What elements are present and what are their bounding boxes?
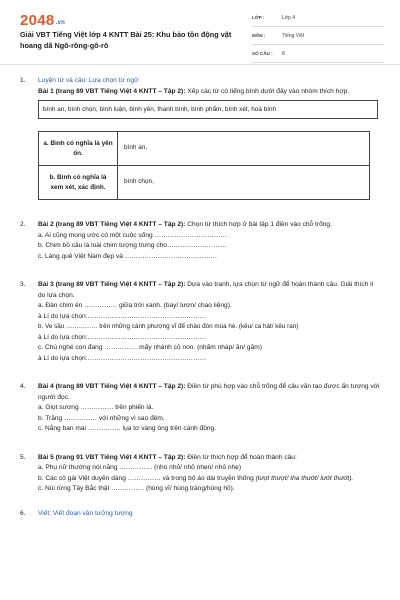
answer-line: a. Phụ nữ thường nói năng …………… (nho nhỏ/ nhỏ nhẹn/ nhỏ nhẹ) [38, 464, 242, 471]
meta-value: Tiếng Việt [282, 33, 305, 39]
section-5 [20, 453, 382, 495]
question [38, 382, 382, 403]
meta-row-count [252, 50, 384, 63]
spacer [20, 262, 382, 280]
question-text: Điền từ thích hợp để hoàn thành câu: [185, 453, 297, 461]
table-row-answer[interactable]: bình chọn, [118, 166, 370, 200]
meta-value: 8 [282, 51, 285, 57]
question-label: Bài 1 (trang 89 VBT Tiếng Việt 4 KNTT – Tập 2): [38, 87, 186, 95]
reason-line: à Lí do lựa chọn:……………………………………………… [38, 333, 207, 341]
meta-key: SỐ CÂU : [252, 51, 273, 56]
spacer [20, 364, 382, 382]
spacer [20, 435, 382, 453]
section-title: Viết: Viết đoạn văn tưởng tượng [38, 509, 133, 517]
section-4 [20, 382, 382, 435]
document-title: Giải VBT Tiếng Việt lớp 4 KNTT Bài 25: Khu bảo tồn động vật hoang dã Ngô-rông-gô-rô [20, 30, 232, 50]
header [0, 0, 400, 65]
section-2 [20, 220, 382, 262]
section-number: 5. [20, 453, 26, 461]
question-label: Bài 4 (trang 89 VBT Tiếng Việt 4 KNTT – Tập 2): [38, 383, 186, 390]
section-1 [20, 76, 382, 200]
question-label: Bài 5 (trang 91 VBT Tiếng Việt 4 KNTT – Tập 2): [38, 453, 186, 461]
document-meta [252, 14, 384, 68]
answer-line: b. Ve sầu …………… trên những cành phượng vĩ để chào đón mùa hè. (kêu/ ca hát/ kêu ran) [38, 323, 299, 330]
question-label: Bài 3 (trang 89 VBT Tiếng Việt 4 KNTT – Tập 2): [38, 281, 186, 288]
answer-line: c. Nắng ban mai …………… lụa tơ vàng óng trên cánh đồng. [38, 425, 217, 432]
meta-row-class [252, 14, 384, 27]
meta-value: Lớp 4 [282, 15, 296, 21]
question-text: Xếp các từ có tiếng bình dưới đây vào nhóm thích hợp. [185, 87, 350, 95]
reason-line: à Lí do lựa chọn:……………………………………………… [38, 312, 207, 320]
meta-row-subject [252, 32, 384, 45]
question-text: Dựa vào tranh, lựa chọn từ ngữ để hoàn thành câu. Giải thích lí do lựa chọn. [38, 281, 374, 299]
question-text: Chọn từ thích hợp ở bài tập 1 điền vào chỗ trống. [185, 221, 332, 228]
table-row-head: b. Bình có nghĩa là xem xét, xác định. [39, 166, 118, 200]
section-3 [20, 280, 382, 364]
logo-suffix: .vn [55, 20, 66, 26]
section-number: 6. [20, 509, 26, 517]
section-number: 1. [20, 77, 26, 84]
question-text: Điền từ phù hợp vào chỗ trống để câu văn tạo được ấn tượng với người đọc. [38, 383, 380, 401]
answer-line: c. Chú nghé con đang …………… mấy nhánh cỏ non. (nhấm nháp/ ăn/ gặm) [38, 344, 262, 351]
spacer [20, 495, 382, 509]
table-row-answer[interactable]: bình an, [118, 132, 370, 166]
answer-line: c. Làng quê Việt Nam đẹp và …………………………………… [38, 252, 218, 260]
table-row [39, 132, 370, 166]
section-number: 2. [20, 221, 26, 228]
word-bank: bình an, bình chọn, bình luận, bình yên, thanh bình, bình phẩm, bình xét, hoà bình [38, 100, 378, 119]
answer-line: a. Ai cũng mong ước có một cuộc sống …………………………… [38, 231, 228, 239]
site-logo[interactable] [20, 12, 65, 29]
question [38, 280, 382, 301]
grouping-table [38, 131, 370, 200]
answer-line: c. Núi rừng Tây Bắc thật …………… (hùng vĩ/ hùng tráng/hùng hồ). [38, 485, 235, 492]
question [38, 220, 382, 231]
answer-options: (lượt thượt/ tha thướt/ lướt thướt). [255, 474, 354, 482]
logo-text: 2048 [20, 12, 55, 29]
content [20, 76, 382, 519]
section-number: 4. [20, 383, 26, 390]
answer-line: a. Đàn chim én …………… giữa trời xanh. (bay/ lượn/ chao liệng). [38, 302, 232, 309]
question [38, 87, 382, 98]
spacer [20, 200, 382, 220]
answer-text: b. Các cô gái Việt duyên dáng …………… và trong bộ áo dài truyền thống [38, 474, 256, 482]
table-row-head: a. Bình có nghĩa là yên ổn. [39, 132, 118, 166]
question-label: Bài 2 (trang 89 VBT Tiếng Việt 4 KNTT – Tập 2): [38, 221, 186, 228]
answer-line [38, 474, 382, 485]
answer-line: a. Giọt sương …………… trên phiến lá. [38, 404, 154, 411]
meta-key: MÔN : [252, 33, 266, 38]
meta-key: LỚP : [252, 15, 265, 20]
section-6 [20, 509, 382, 520]
reason-line: à Lí do lựa chọn:……………………………………………… [38, 354, 207, 362]
table-row [39, 166, 370, 200]
section-number: 3. [20, 281, 26, 288]
answer-line: b. Chim bồ câu là loài chim tượng trưng cho……………………… [38, 242, 227, 249]
question [38, 453, 382, 464]
answer-line: b. Trăng …………… với những vì sao đêm. [38, 414, 165, 422]
section-title: Luyện từ và câu: Lựa chọn từ ngữ [38, 77, 139, 84]
